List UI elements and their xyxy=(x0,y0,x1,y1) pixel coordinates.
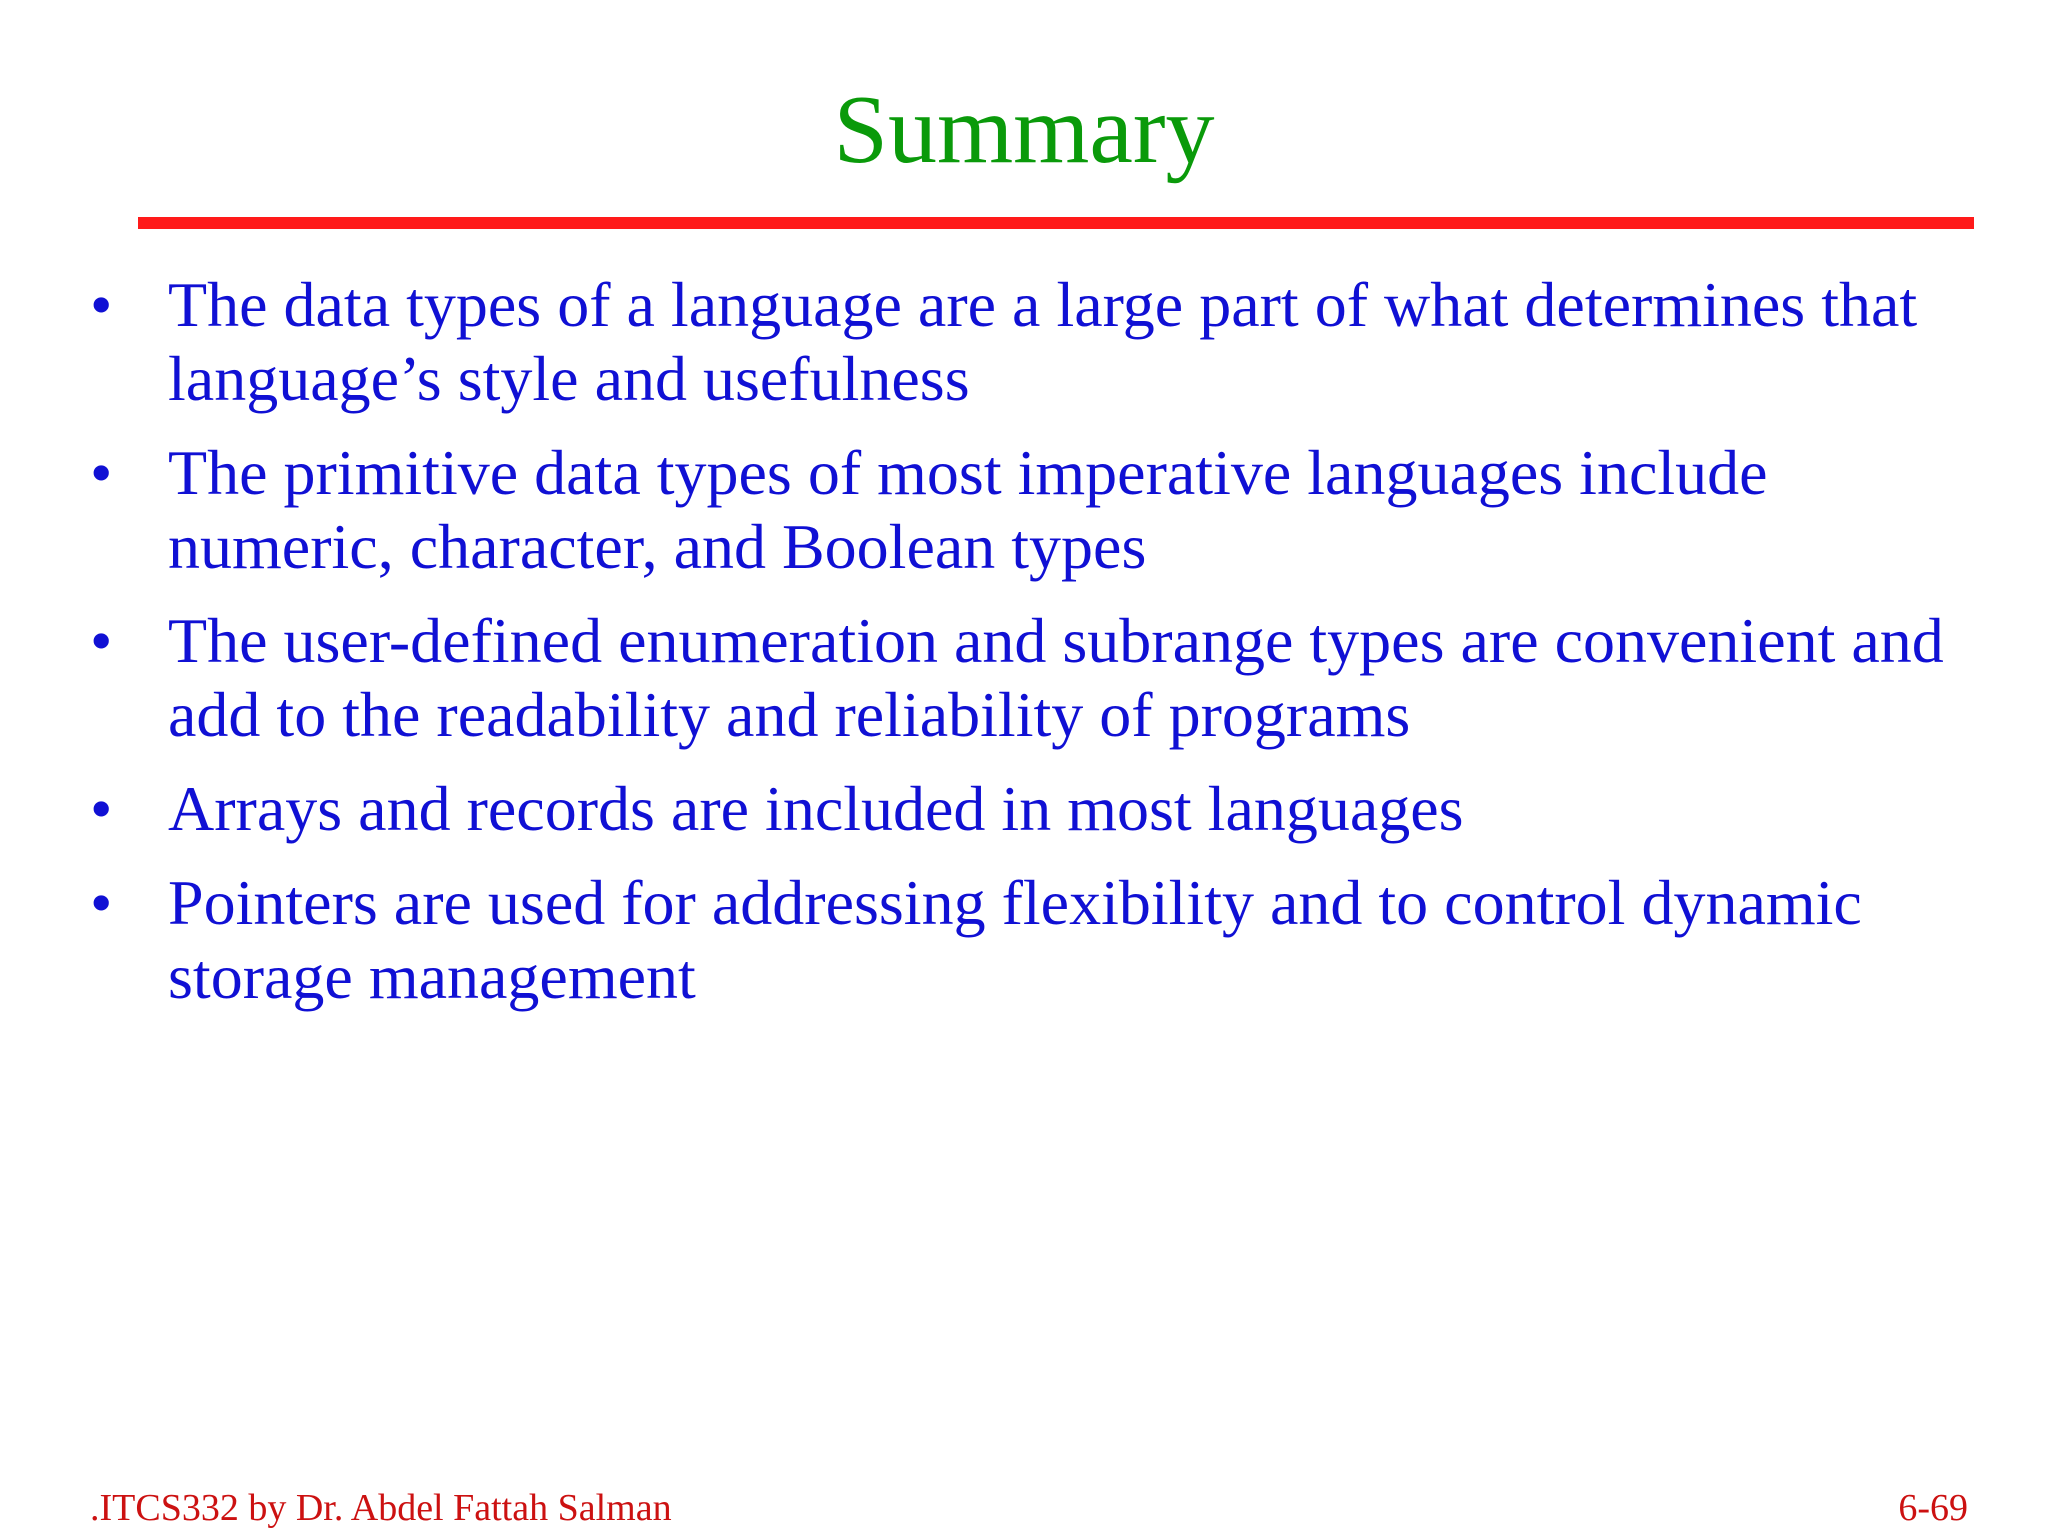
bullet-item xyxy=(90,866,1990,1014)
bullet-text: Pointers are used for addressing flexibility and to control dynamic storage management xyxy=(168,867,1862,1012)
bullet-list xyxy=(90,268,1990,1034)
bullet-dot-icon: • xyxy=(90,437,113,508)
slide-title: Summary xyxy=(833,76,1215,184)
title-divider xyxy=(138,217,1974,229)
bullet-item xyxy=(90,604,1990,752)
bullet-text: The primitive data types of most imperative languages include numeric, character, and Boolean types xyxy=(168,437,1768,582)
footer-course-credit: .ITCS332 by Dr. Abdel Fattah Salman xyxy=(90,1487,672,1529)
bullet-text: The data types of a language are a large part of what determines that language’s style and usefulness xyxy=(168,269,1918,414)
footer-slide-number: 6-69 xyxy=(1898,1487,1968,1529)
bullet-dot-icon: • xyxy=(90,605,113,676)
bullet-text: The user-defined enumeration and subrange types are convenient and add to the readability and reliability of programs xyxy=(168,605,1944,750)
bullet-item xyxy=(90,436,1990,584)
bullet-dot-icon: • xyxy=(90,773,113,844)
bullet-item xyxy=(90,268,1990,416)
bullet-text: Arrays and records are included in most languages xyxy=(168,773,1464,844)
bullet-item xyxy=(90,772,1990,846)
bullet-dot-icon: • xyxy=(90,269,113,340)
bullet-dot-icon: • xyxy=(90,867,113,938)
